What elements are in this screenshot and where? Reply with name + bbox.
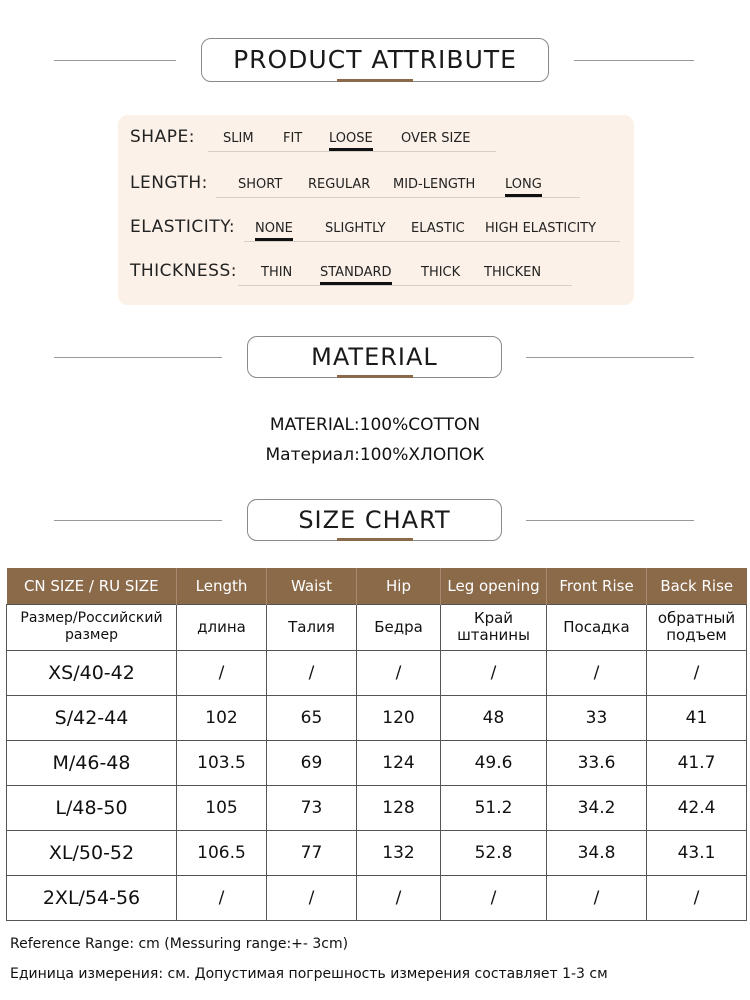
table-cell: 33.6 [547, 740, 647, 785]
column-header: Back Rise [647, 568, 747, 604]
table-cell: 105 [177, 785, 267, 830]
table-header-row-ru [7, 604, 747, 650]
table-cell: 41 [647, 695, 747, 740]
table-cell: 120 [357, 695, 441, 740]
column-header-ru: Бедра [357, 604, 441, 650]
section-title: SIZE CHART [298, 506, 451, 534]
attr-option: THICKEN [484, 265, 542, 280]
divider-right [574, 60, 694, 61]
attr-rule [208, 151, 496, 152]
title-underbar [337, 375, 413, 378]
reference-note-ru: Единица измерения: см. Допустимая погрешность измерения составляет 1-3 см [10, 966, 608, 982]
table-row [7, 650, 747, 695]
table-cell: 49.6 [441, 740, 547, 785]
attr-rule [244, 241, 620, 242]
table-cell: 128 [357, 785, 441, 830]
table-cell: / [177, 650, 267, 695]
table-cell: / [357, 875, 441, 920]
size-cell: M/46-48 [7, 740, 177, 785]
attr-option: THICK [421, 265, 461, 280]
size-cell: XL/50-52 [7, 830, 177, 875]
material-line-en: MATERIAL:100%COTTON [269, 415, 481, 435]
table-cell: 106.5 [177, 830, 267, 875]
table-cell: 34.2 [547, 785, 647, 830]
material-header [0, 336, 750, 382]
table-row [7, 830, 747, 875]
table-cell: / [177, 875, 267, 920]
attr-label: ELASTICITY: [130, 217, 236, 237]
section-title: MATERIAL [311, 343, 438, 371]
divider-left [54, 60, 176, 61]
column-header: CN SIZE / RU SIZE [7, 568, 177, 604]
section-title-box [247, 336, 502, 378]
table-cell: 51.2 [441, 785, 547, 830]
table-cell: 48 [441, 695, 547, 740]
section-title-box [247, 499, 502, 541]
table-row [7, 875, 747, 920]
column-header-ru: обратный подъем [647, 604, 747, 650]
attr-option: MID-LENGTH [393, 177, 476, 192]
column-header-ru: Край штанины [441, 604, 547, 650]
reference-note-en: Reference Range: cm (Messuring range:+- 3cm) [10, 936, 349, 952]
table-cell: / [441, 650, 547, 695]
attr-row-length [118, 173, 634, 203]
column-header: Waist [267, 568, 357, 604]
column-header: Hip [357, 568, 441, 604]
size-cell: L/48-50 [7, 785, 177, 830]
attr-rule [238, 285, 572, 286]
material-line-ru: Материал:100%ХЛОПОК [265, 445, 485, 465]
table-cell: 43.1 [647, 830, 747, 875]
table-cell: 65 [267, 695, 357, 740]
table-cell: / [647, 650, 747, 695]
attr-option: FIT [283, 131, 303, 146]
attr-option: ELASTIC [411, 221, 465, 236]
table-cell: 41.7 [647, 740, 747, 785]
attr-option: SLIGHTLY [325, 221, 386, 236]
table-cell: 103.5 [177, 740, 267, 785]
table-cell: 69 [267, 740, 357, 785]
attr-rule [216, 197, 580, 198]
attr-row-shape [118, 127, 634, 157]
attr-option: OVER SIZE [401, 131, 471, 146]
table-row [7, 785, 747, 830]
size-chart-header [0, 499, 750, 545]
column-header-ru: Посадка [547, 604, 647, 650]
divider-right [526, 520, 694, 521]
attr-option-selected: LOOSE [329, 131, 373, 146]
size-cell: 2XL/54-56 [7, 875, 177, 920]
column-header-ru: Размер/Российский размер [7, 604, 177, 650]
table-cell: / [441, 875, 547, 920]
attr-row-elasticity [118, 217, 634, 247]
table-cell: / [547, 650, 647, 695]
column-header: Leg opening [441, 568, 547, 604]
attribute-panel [118, 115, 634, 305]
divider-left [54, 520, 222, 521]
attr-label: THICKNESS: [130, 261, 237, 281]
divider-left [54, 357, 222, 358]
column-header-ru: длина [177, 604, 267, 650]
table-cell: 34.8 [547, 830, 647, 875]
size-cell: XS/40-42 [7, 650, 177, 695]
attr-option: SHORT [238, 177, 283, 192]
divider-right [526, 357, 694, 358]
table-cell: / [267, 650, 357, 695]
column-header: Front Rise [547, 568, 647, 604]
attr-option-selected: NONE [255, 221, 293, 236]
table-cell: 102 [177, 695, 267, 740]
table-cell: 77 [267, 830, 357, 875]
table-header-row [7, 568, 747, 604]
attr-label: LENGTH: [130, 173, 208, 193]
column-header: Length [177, 568, 267, 604]
table-cell: 42.4 [647, 785, 747, 830]
product-attribute-header [0, 38, 750, 84]
attr-row-thickness [118, 261, 634, 291]
section-title-box [201, 38, 549, 82]
title-underbar [337, 79, 413, 82]
table-cell: 124 [357, 740, 441, 785]
table-cell: 33 [547, 695, 647, 740]
attr-option-selected: STANDARD [320, 265, 392, 280]
table-cell: / [357, 650, 441, 695]
attr-option: SLIM [223, 131, 254, 146]
table-cell: 132 [357, 830, 441, 875]
attr-option: THIN [261, 265, 293, 280]
section-title: PRODUCT ATTRIBUTE [233, 45, 517, 74]
attr-option-selected: LONG [505, 177, 542, 192]
attr-option: REGULAR [308, 177, 371, 192]
material-text [0, 410, 750, 470]
table-cell: 73 [267, 785, 357, 830]
attr-option: HIGH ELASTICITY [485, 221, 597, 236]
size-cell: S/42-44 [7, 695, 177, 740]
attr-label: SHAPE: [130, 127, 195, 147]
table-cell: 52.8 [441, 830, 547, 875]
column-header-ru: Талия [267, 604, 357, 650]
title-underbar [337, 538, 413, 541]
table-cell: / [647, 875, 747, 920]
table-row [7, 695, 747, 740]
table-cell: / [267, 875, 357, 920]
table-cell: / [547, 875, 647, 920]
table-row [7, 740, 747, 785]
size-chart-table [6, 568, 747, 921]
